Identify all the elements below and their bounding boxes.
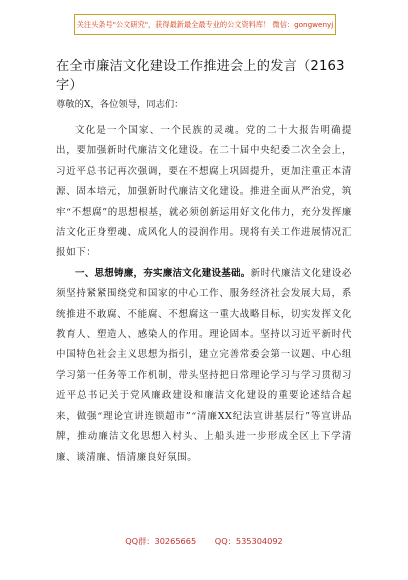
document-body <box>56 121 352 468</box>
footer-contact <box>0 536 408 547</box>
section-body: 新时代廉洁文化建设必须坚持紧紧围绕党和国家的中心工作、服务经济社会发展大局，系统推进不敢腐、不能腐、不想腐这一重大战略目标，切实发挥文化教育人、塑造人、感染人的作用。理论固本。坚持以习近平新时代中国特色社会主义思想为指引，建立完善常委会第一议题、中心组学习第一任务等工作机制，带头坚持把日常理论学习与学习贯彻习近平总书记关于党风廉政建设和廉洁文化建设的重要论述结合起来，做强“理论宣讲连锁超市”“清廉XX纪法宣讲基层行”等宣讲品牌，推动廉洁文化思想入村头、上船头进一步形成全区上下学清廉、谈清廉、悟清廉良好氛围。 <box>56 267 352 463</box>
paragraph-intro: 文化是一个国家、一个民族的灵魂。党的二十大报告明确提出，要加强新时代廉洁文化建设。在二十届中央纪委二次全会上，习近平总书记再次强调，要在不想腐上巩固提升，更加注重正本清源、固本培元，加强新时代廉洁文化建设。推进全面从严治党，筑牢“不想腐”的思想根基，就必须创新运用好文化伟力，充分发挥廉洁文化正身塑魂、成风化人的浸润作用。现将有关工作进展情况汇报如下： <box>56 125 352 259</box>
promo-banner: 关注头条号"公文研究"，获得最新最全最专业的公文资料库！ 微信：gongwenyj <box>74 14 336 35</box>
section-heading: 一、思想铸廉，夯实廉洁文化建设基础。 <box>75 267 251 279</box>
paragraph-section-1 <box>56 264 352 468</box>
document-title: 在全市廉洁文化建设工作推进会上的发言（2163字） <box>56 59 345 93</box>
qq-text: QQ：535304092 <box>214 536 283 546</box>
qq-group-text: QQ群：30265665 <box>125 536 197 546</box>
greeting: 尊敬的X，各位领导，同志们： <box>56 99 184 110</box>
